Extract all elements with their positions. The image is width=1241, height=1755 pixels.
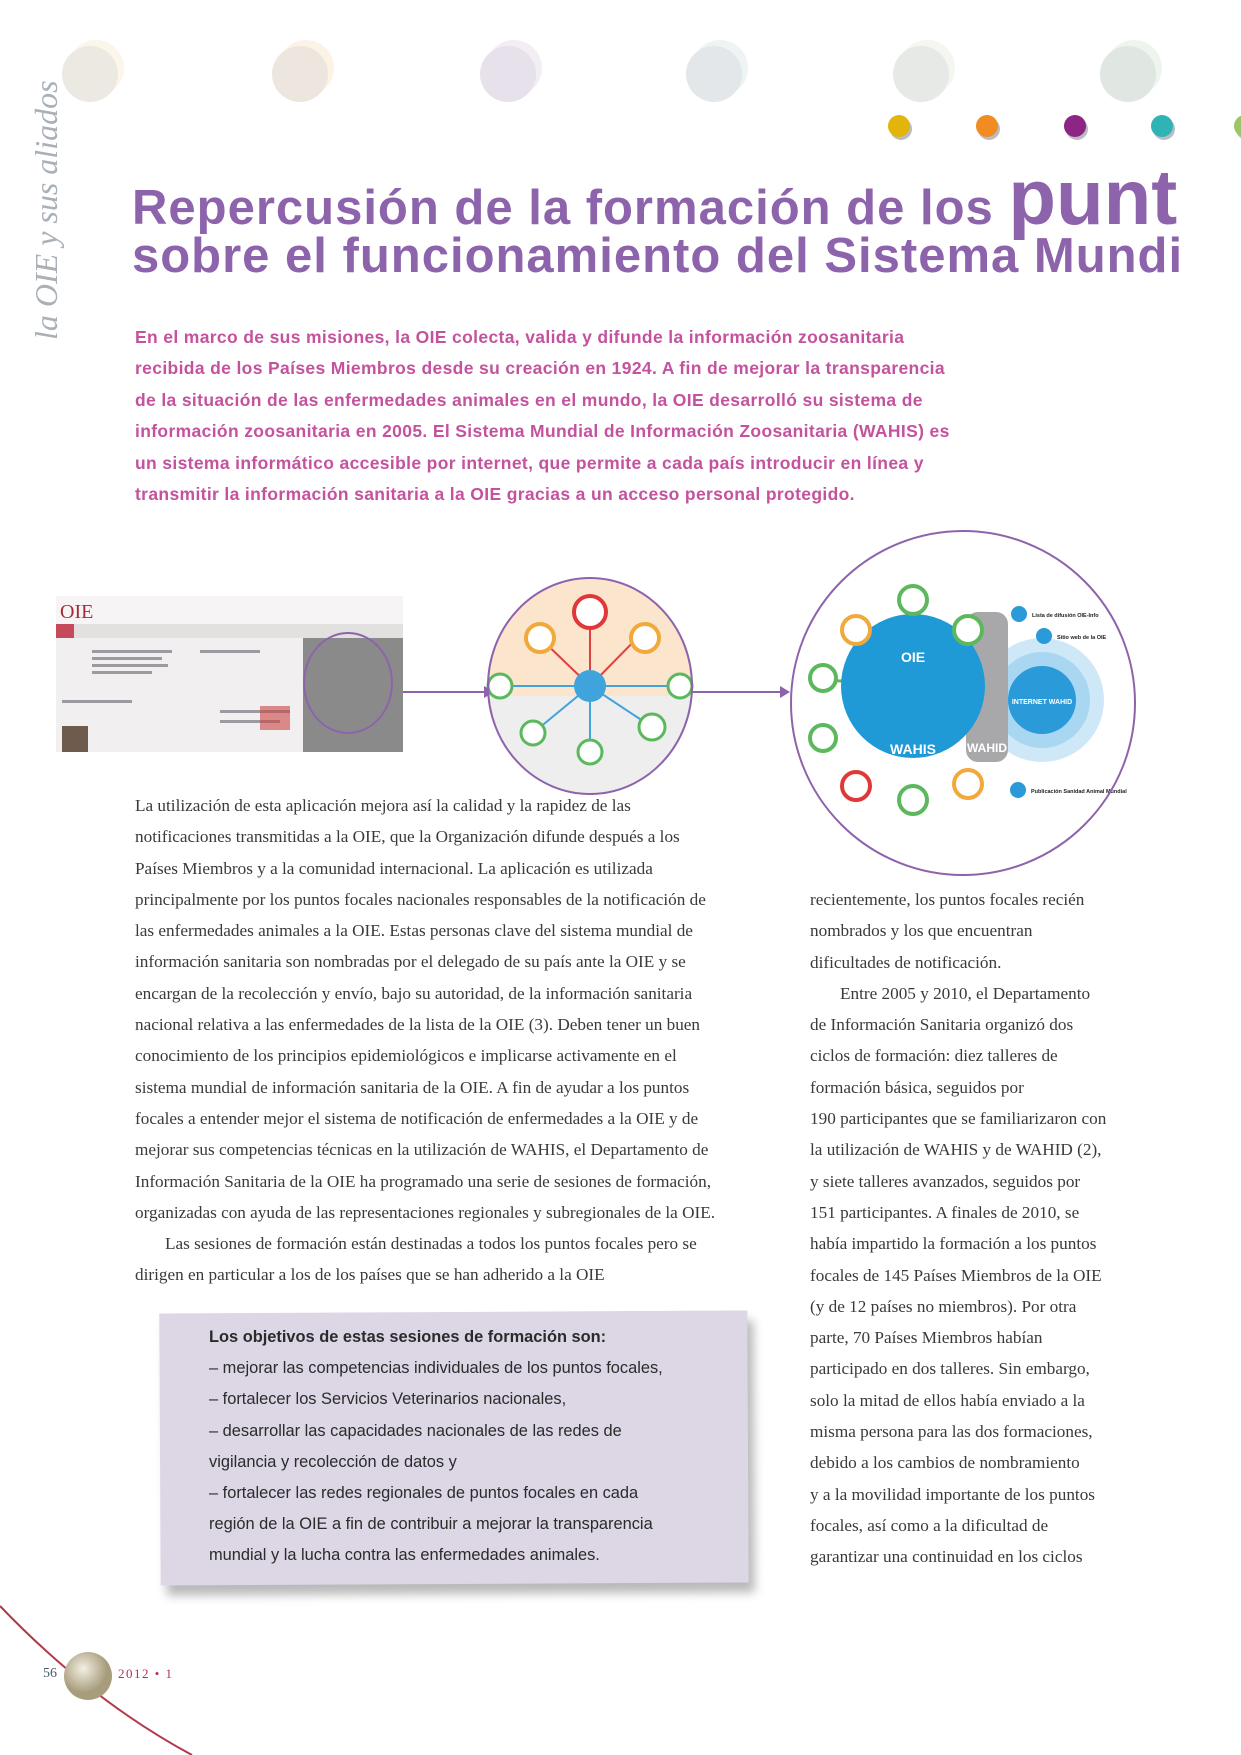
intro-paragraph — [135, 322, 950, 510]
intro-line: información zoosanitaria en 2005. El Sistema Mundial de Información Zoosanitaria (WAHIS) es — [135, 421, 950, 442]
body-line: 190 participantes que se familiarizaron con — [810, 1109, 1107, 1129]
objective-line: – mejorar las competencias individuales de los puntos focales, — [209, 1359, 663, 1378]
body-line: y a la movilidad importante de los puntos — [810, 1484, 1095, 1504]
body-line: misma persona para las dos formaciones, — [810, 1422, 1093, 1442]
objective-line: – fortalecer los Servicios Veterinarios nacionales, — [209, 1390, 567, 1409]
decor-circle — [1100, 46, 1156, 102]
intro-line: recibida de los Países Miembros desde su creación en 1924. A fin de mejorar la transparencia — [135, 358, 945, 379]
body-line: solo la mitad de ellos había enviado a la — [810, 1390, 1085, 1410]
objective-line: mundial y la lucha contra las enfermedades animales. — [209, 1546, 600, 1565]
wahis-system-diagram — [791, 531, 1135, 875]
left-column — [135, 790, 715, 1291]
body-line: las enfermedades animales a la OIE. Estas personas clave del sistema mundial de — [135, 921, 693, 941]
body-line: principalmente por los puntos focales nacionales responsables de la notificación de — [135, 889, 706, 909]
intro-line: En el marco de sus misiones, la OIE colecta, valida y difunde la información zoosanitaria — [135, 327, 905, 347]
objective-line: – desarrollar las capacidades nacionales de las redes de — [209, 1421, 622, 1440]
objective-line: región de la OIE a fin de contribuir a mejorar la transparencia — [209, 1515, 653, 1534]
internet-label: INTERNET WAHID — [1011, 699, 1073, 706]
right-column — [810, 884, 1106, 1573]
output-label: Sitio web de la OIE — [1057, 635, 1107, 641]
body-line: focales de 145 Países Miembros de la OIE — [810, 1265, 1102, 1285]
objectives-heading: Los objetivos de estas sesiones de formación son: — [209, 1328, 607, 1346]
body-line: Países Miembros y a la comunidad internacional. La aplicación es utilizada — [135, 858, 653, 878]
body-line: Información Sanitaria de la OIE ha programado una serie de sesiones de formación, — [135, 1171, 712, 1191]
body-line: de Información Sanitaria organizó dos — [810, 1015, 1074, 1035]
title-text: Repercusión de la formación de los — [132, 181, 1009, 235]
body-line: Entre 2005 y 2010, el Departamento — [840, 983, 1091, 1003]
page-number: 56 — [43, 1666, 57, 1681]
body-line: debido a los cambios de nombramiento — [810, 1453, 1080, 1473]
decor-dot — [1151, 115, 1173, 137]
body-line: Las sesiones de formación están destinadas a todos los puntos focales pero se — [165, 1234, 697, 1254]
body-line: garantizar una continuidad en los ciclos — [810, 1547, 1083, 1567]
oie-logo: OIE — [60, 601, 94, 623]
intro-line: transmitir la información sanitaria a la OIE gracias a un acceso personal protegido. — [135, 484, 855, 505]
decor-dot — [1064, 115, 1086, 137]
body-line: información sanitaria son nombradas por el delegado de su país ante la OIE y se — [135, 952, 686, 972]
issue-label: 2012 • 1 — [118, 1666, 174, 1681]
section-label: la OIE y sus aliados — [28, 80, 64, 340]
decor-dot — [1234, 115, 1241, 137]
body-line: focales a entender mejor el sistema de notificación de enfermedades a la OIE y de — [135, 1108, 699, 1128]
decor-circle — [62, 46, 118, 102]
body-line: había impartido la formación a los puntos — [810, 1234, 1097, 1254]
body-line: participado en dos talleres. Sin embargo, — [810, 1359, 1090, 1379]
body-line: notificaciones transmitidas a la OIE, que la Organización difunde después a los — [135, 827, 680, 847]
decor-circle — [893, 46, 949, 102]
body-line: La utilización de esta aplicación mejora así la calidad y la rapidez de las — [135, 796, 631, 815]
body-line: 151 participantes. A finales de 2010, se — [810, 1202, 1080, 1222]
body-line: nombrados y los que encuentran — [810, 921, 1033, 941]
oie-label: OIE — [900, 649, 926, 665]
body-line: la utilización de WAHIS y de WAHID (2), — [810, 1140, 1102, 1160]
wahid-label: WAHID — [967, 741, 1007, 755]
page-title-line2: sobre el funcionamiento del Sistema Mundi — [132, 229, 1184, 283]
decor-dot — [888, 115, 910, 137]
body-line: ciclos de formación: diez talleres de — [810, 1046, 1058, 1066]
body-line: sistema mundial de información sanitaria de la OIE. A fin de ayudar a los puntos — [135, 1077, 690, 1097]
body-line: (y de 12 países no miembros). Por otra — [810, 1296, 1077, 1316]
body-line: y siete talleres avanzados, seguidos por — [810, 1171, 1081, 1191]
intro-line: un sistema informático accesible por internet, que permite a cada país introducir en línea y — [135, 452, 924, 473]
objective-line: vigilancia y recolección de datos y — [209, 1452, 457, 1471]
body-line: nacional relativa a las enfermedades de la lista de la OIE (3). Deben tener un buen — [135, 1015, 701, 1035]
body-line: parte, 70 Países Miembros habían — [810, 1328, 1043, 1348]
decor-circle — [272, 46, 328, 102]
website-screenshot — [56, 596, 403, 752]
body-line: encargan de la recolección y envío, bajo su autoridad, de la información sanitaria — [135, 983, 693, 1003]
body-line: recientemente, los puntos focales recién — [810, 890, 1085, 909]
body-line: conocimiento de los principios epidemiológicos e implicarse activamente en el — [135, 1046, 677, 1066]
wahis-label: WAHIS — [890, 741, 936, 757]
decor-dot — [976, 115, 998, 137]
intro-line: de la situación de las enfermedades animales en el mundo, la OIE desarrolló su sistema de — [135, 389, 923, 410]
decor-circle — [480, 46, 536, 102]
network-diagram — [480, 576, 700, 806]
body-line: focales, así como a la dificultad de — [810, 1515, 1049, 1535]
body-line: dirigen en particular a los de los países que se han adherido a la OIE — [135, 1265, 605, 1285]
title-emphasis: punt — [1008, 153, 1178, 241]
body-line: organizadas con ayuda de las representaciones regionales y subregionales de la OIE. — [135, 1202, 716, 1222]
objective-line: – fortalecer las redes regionales de puntos focales en cada — [209, 1484, 639, 1503]
body-line: mejorar sus competencias técnicas en la utilización de WAHIS, el Departamento de — [135, 1140, 709, 1160]
globe-icon — [64, 1652, 112, 1700]
body-line: formación básica, seguidos por — [810, 1077, 1024, 1097]
output-label: Lista de difusión OIE-Info — [1032, 613, 1099, 619]
output-label: Publicación Sanidad Animal Mundial — [1031, 789, 1127, 795]
decor-circle — [686, 46, 742, 102]
objectives-list — [209, 1322, 663, 1572]
body-line: dificultades de notificación. — [810, 952, 1002, 972]
